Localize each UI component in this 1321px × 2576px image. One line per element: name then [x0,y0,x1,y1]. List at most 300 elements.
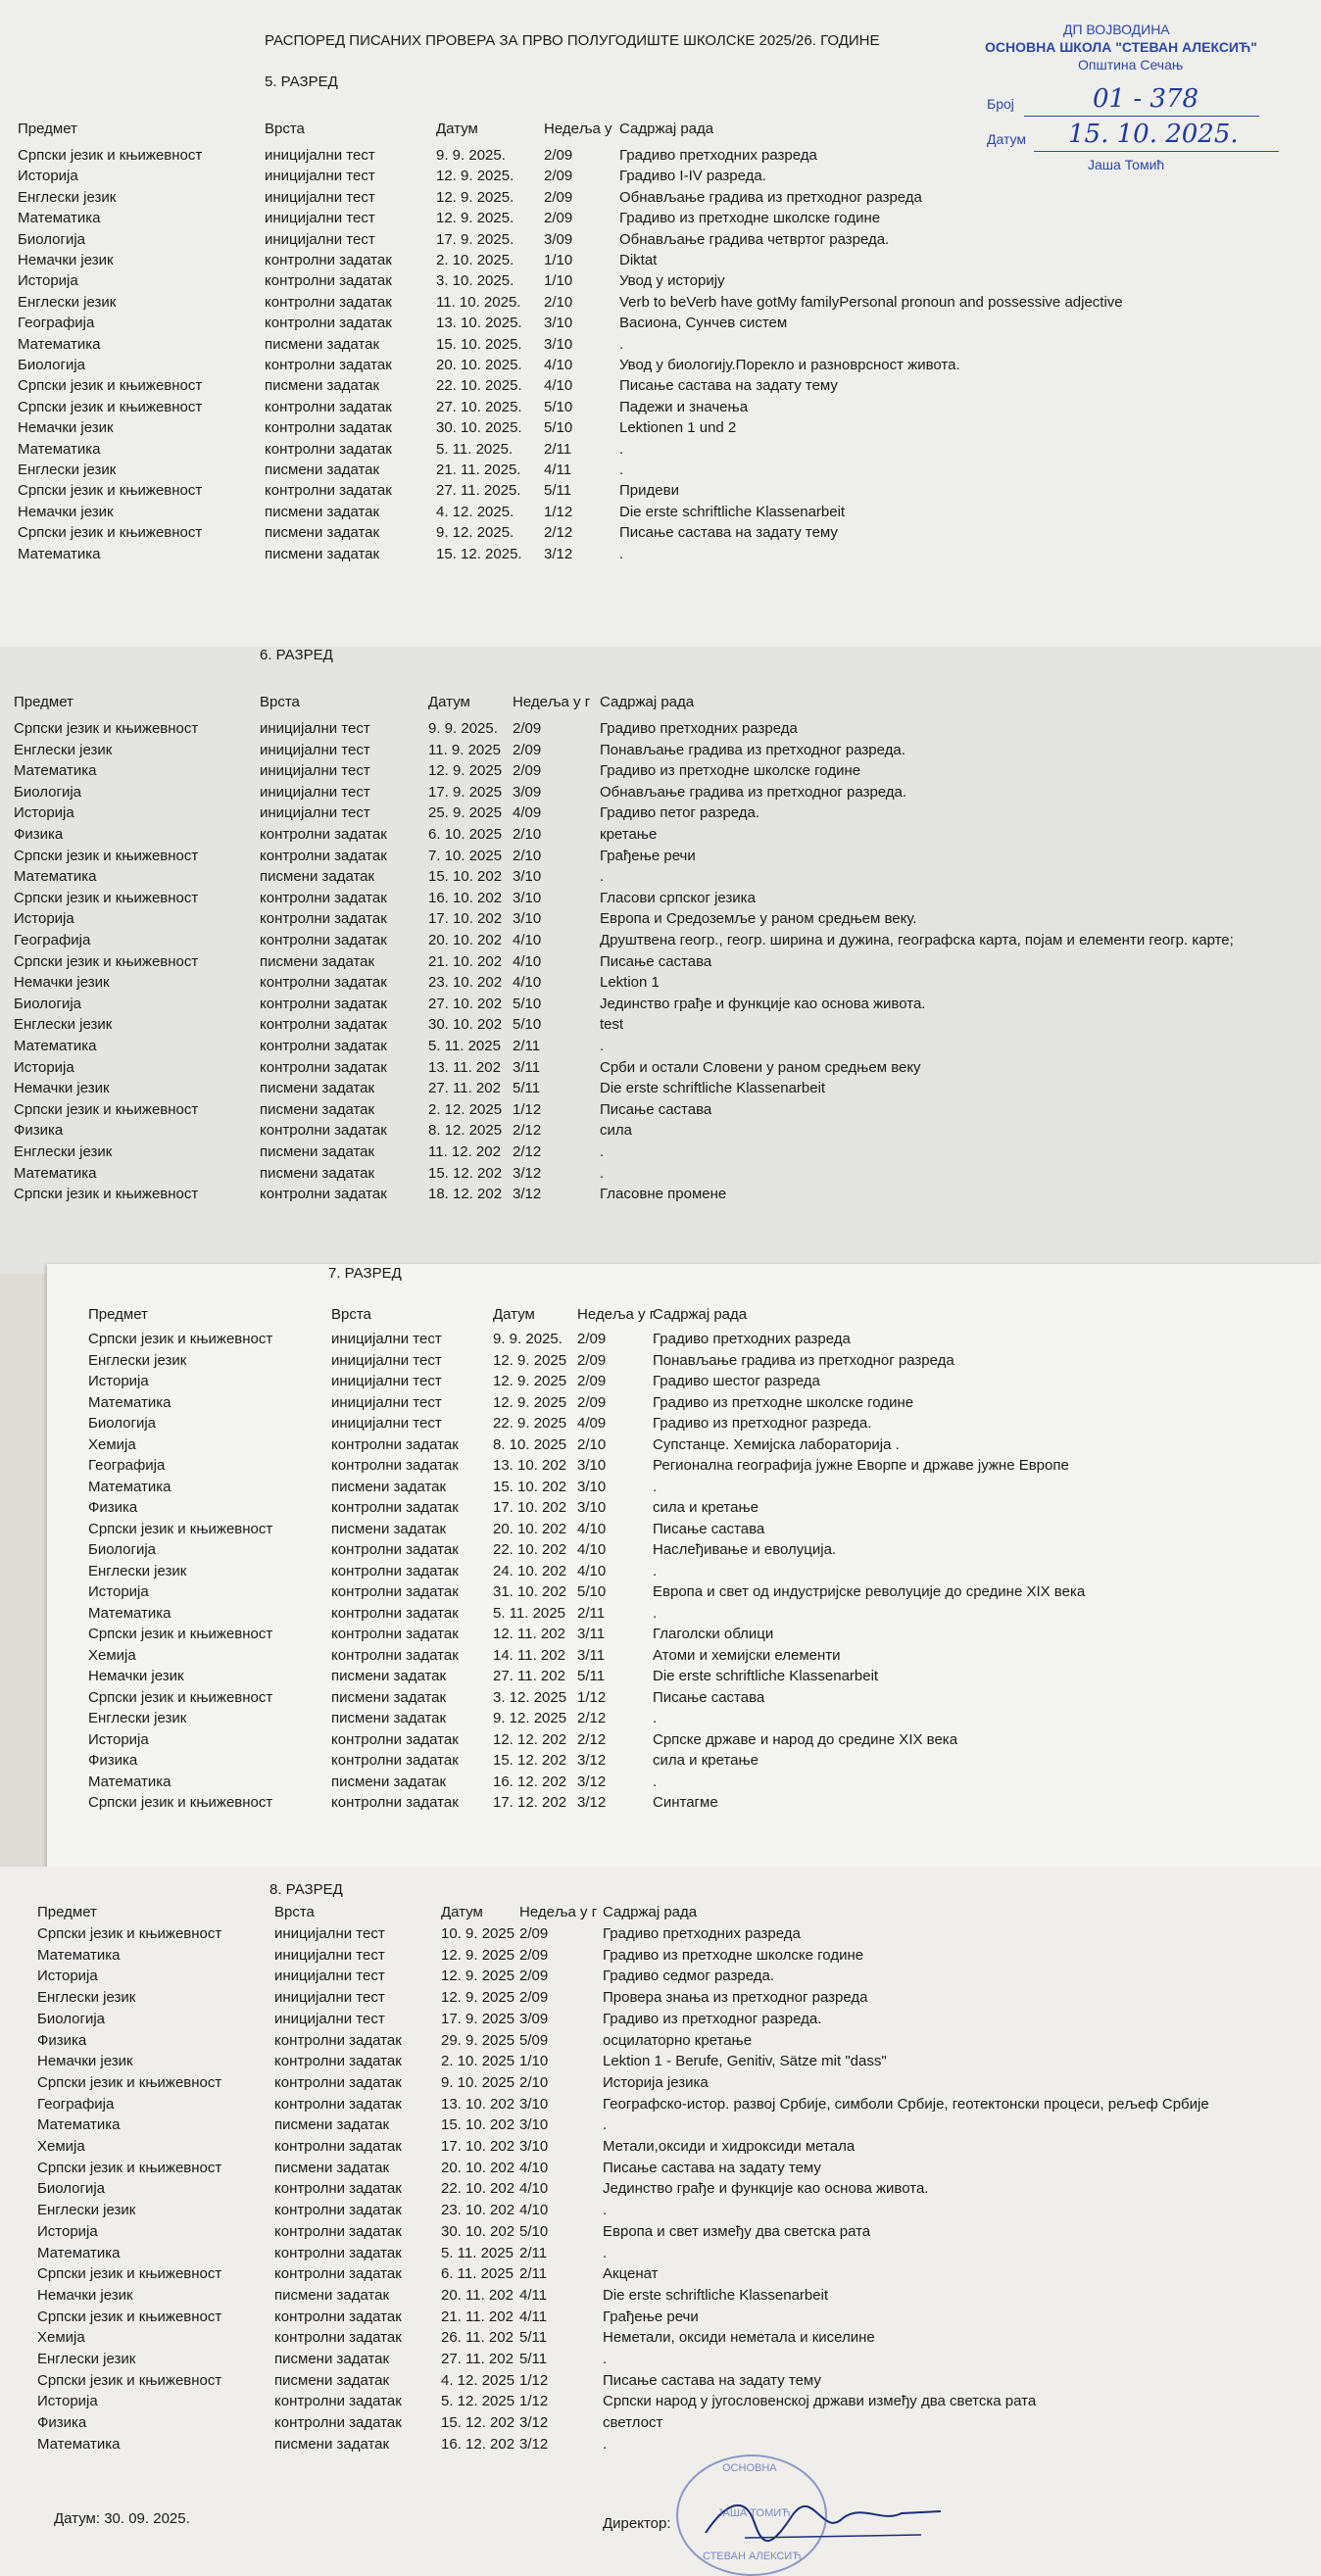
table-row [47,1647,1321,1667]
row-date: 14. 11. 202 [493,1646,565,1664]
row-content: Обнављање градива из претходног разреда [619,188,922,206]
table-row [0,1122,1321,1142]
row-week: 5/10 [519,2222,549,2240]
row-type: писмени задатак [331,1478,447,1495]
row-week: 4/10 [519,2202,549,2219]
row-date: 5. 11. 2025 [493,1604,565,1622]
table-row [47,1373,1321,1392]
row-subject: Математика [18,440,101,458]
row-subject: Историја [18,272,78,290]
row-content: Писање састава на задату тему [603,2159,821,2176]
row-type: контролни задатак [274,2202,402,2219]
row-subject: Енглески језик [37,2351,136,2367]
row-subject: Српски језик и књижевност [88,1626,273,1642]
table-row [47,1394,1321,1414]
row-date: 12. 9. 2025 [493,1373,567,1389]
row-date: 17. 10. 202 [493,1499,567,1516]
sheet-grade-6 [0,647,1321,1274]
row-type: иницијални тест [260,762,370,780]
row-week: 4/11 [519,2308,548,2325]
row-type: контролни задатак [260,1058,387,1076]
grade-7-heading: 7. РАЗРЕД [328,1265,402,1282]
row-type: контролни задатак [274,2265,402,2283]
row-subject: Географија [14,932,91,948]
row-subject: Биологија [18,357,86,373]
grade-6-heading: 6. РАЗРЕД [260,647,333,663]
row-content: Понављање градива из претходног разреда [653,1351,954,1369]
row-subject: Српски језик и књижевност [18,147,203,164]
school-round-stamp [676,2454,827,2576]
row-subject: Српски језик и књижевност [14,847,199,864]
row-subject: Немачки језик [37,2053,133,2070]
row-date: 12. 9. 2025. [436,210,514,227]
row-content: Синтагме [653,1794,718,1811]
row-date: 20. 10. 2025. [436,357,522,373]
sheet-grade-7 [47,1264,1321,1871]
table-row [0,1059,1321,1079]
row-week: 2/09 [513,720,542,737]
row-subject: Енглески језик [37,2202,136,2219]
row-type: иницијални тест [274,1925,385,1942]
row-subject: Математика [37,2435,121,2453]
stamp-datum-line [1034,151,1279,152]
row-date: 12. 9. 2025 [441,1989,515,2007]
row-type: иницијални тест [274,1968,385,1985]
header-date: Датум [428,694,470,710]
row-type: иницијални тест [331,1393,442,1411]
row-subject: Српски језик и књижевност [37,2073,222,2091]
row-content: . [619,335,624,353]
row-type: контролни задатак [265,293,392,311]
row-content: Придеви [619,482,679,500]
table-row [0,784,1321,803]
row-type: иницијални тест [274,1989,385,2007]
row-week: 5/11 [544,482,572,500]
table-row [0,399,1321,418]
table-row [0,2329,1321,2349]
row-content: Обнављање градива из претходног разреда. [600,783,907,801]
row-week: 2/11 [544,440,572,458]
row-week: 3/12 [577,1773,607,1790]
row-date: 26. 11. 202 [441,2329,514,2347]
round-stamp-bottom: СТЕВАН АЛЕКСИЋ [703,2551,802,2562]
table-row [0,2116,1321,2136]
row-subject: Географија [18,315,95,332]
row-type: контролни задатак [274,2031,402,2049]
row-subject: Хемија [88,1646,136,1664]
row-week: 5/11 [519,2329,548,2347]
footer-date: Датум: 30. 09. 2025. [54,2510,190,2527]
table-row [0,932,1321,951]
row-type: контролни задатак [265,357,392,373]
table-row [47,1689,1321,1709]
row-subject: Српски језик и књижевност [37,2159,222,2176]
row-type: контролни задатак [274,2073,402,2091]
row-subject: Немачки језик [37,2286,133,2304]
row-content: Гласовне промене [600,1186,727,1203]
row-week: 2/09 [577,1373,607,1389]
row-subject: Математика [14,868,97,886]
row-date: 22. 9. 2025 [493,1415,567,1432]
row-content: . [603,2351,608,2367]
row-content: . [600,1164,605,1182]
row-week: 2/12 [513,1143,542,1160]
row-date: 2. 10. 2025. [436,252,514,268]
row-date: 12. 9. 2025. [436,168,514,185]
table-row [47,1605,1321,1625]
row-content: Глаголски облици [653,1626,774,1642]
table-row [47,1626,1321,1645]
row-week: 3/10 [544,315,573,332]
row-week: 2/10 [513,826,542,843]
row-content: Писање састава на задату тему [619,377,838,395]
row-type: писмени задатак [274,2159,390,2176]
row-type: контролни задатак [265,315,392,332]
row-date: 5. 12. 2025 [441,2393,515,2410]
table-row [0,910,1321,930]
row-week: 2/12 [513,1122,542,1140]
row-date: 27. 10. 2025. [436,398,522,415]
row-subject: Математика [18,545,101,562]
row-type: писмени задатак [274,2286,390,2304]
table-row [0,848,1321,867]
row-subject: Енглески језик [37,1989,136,2007]
table-row [47,1774,1321,1793]
row-type: иницијални тест [260,720,370,737]
row-subject: Енглески језик [18,188,117,206]
row-subject: Српски језик и књижевност [37,1925,222,1942]
row-content: Васиона, Сунчев систем [619,315,788,332]
row-week: 4/11 [544,462,572,478]
row-subject: Биологија [88,1541,157,1558]
row-date: 11. 9. 2025 [428,741,501,758]
table-row [0,2265,1321,2285]
row-week: 2/12 [544,524,573,542]
row-type: писмени задатак [260,1143,375,1160]
row-type: иницијални тест [331,1415,442,1432]
row-subject: Биологија [14,995,82,1012]
row-type: иницијални тест [260,804,370,822]
row-week: 3/12 [577,1752,607,1769]
row-type: писмени задатак [331,1688,447,1706]
row-content: Историја језика [603,2073,709,2091]
row-week: 3/12 [513,1164,542,1182]
row-subject: Немачки језик [18,419,114,437]
row-type: иницијални тест [331,1351,442,1369]
table-row [0,2160,1321,2179]
row-type: контролни задатак [265,398,392,415]
row-content: Гласови српског језика [600,889,756,906]
row-week: 3/10 [577,1457,607,1474]
table-row [0,826,1321,846]
row-week: 1/12 [513,1100,542,1118]
table-row [0,2011,1321,2030]
row-date: 8. 12. 2025 [428,1122,503,1140]
row-content: . [603,2244,608,2261]
row-content: Градиво из претходне школске године [619,210,881,227]
row-date: 27. 11. 202 [493,1668,565,1684]
row-content: Друштвена геогр., геогр. ширина и дужина, географска карта, појам и елементи геогр. карте; [600,932,1234,948]
row-week: 2/09 [544,168,573,185]
row-week: 3/10 [513,910,542,928]
row-content: Градиво I-IV разреда. [619,168,766,185]
row-content: Метали,оксиди и хидроксиди метала [603,2138,856,2155]
registry-stamp [985,22,1308,172]
row-content: Die erste schriftliche Klassenarbeit [619,503,846,520]
row-type: иницијални тест [260,783,370,801]
row-type: контролни задатак [274,2393,402,2410]
row-type: писмени задатак [274,2351,390,2367]
row-date: 20. 11. 202 [441,2286,514,2304]
row-type: контролни задатак [331,1794,459,1811]
row-week: 2/09 [577,1393,607,1411]
row-type: контролни задатак [274,2222,402,2240]
table-row [0,462,1321,481]
row-content: Писање састава [653,1688,765,1706]
row-date: 16. 12. 202 [441,2435,515,2453]
row-type: контролни задатак [331,1499,459,1516]
row-week: 3/10 [513,868,542,886]
header-week: Недеља у г [519,1904,598,1920]
table-row [0,2287,1321,2307]
row-type: иницијални тест [265,147,375,164]
row-date: 23. 10. 202 [441,2202,515,2219]
row-content: Lektion 1 - Berufe, Genitiv, Sätze mit "dass" [603,2053,887,2070]
row-subject: Географија [88,1457,166,1474]
row-type: контролни задатак [331,1583,459,1600]
table-row [0,762,1321,782]
row-subject: Историја [88,1730,149,1748]
row-subject: Математика [18,335,101,353]
row-type: иницијални тест [265,230,375,248]
row-week: 1/12 [544,503,573,520]
row-type: писмени задатак [331,1520,447,1537]
row-type: контролни задатак [260,847,387,864]
table-row [0,1186,1321,1205]
row-week: 4/10 [519,2180,549,2198]
row-date: 17. 10. 202 [441,2138,515,2155]
row-content: . [603,2435,608,2453]
row-subject: Енглески језик [88,1710,187,1726]
row-content: сила и кретање [653,1752,759,1769]
row-subject: Српски језик и књижевност [88,1520,273,1537]
row-week: 3/10 [577,1499,607,1516]
row-subject: Српски језик и књижевност [18,524,203,542]
row-date: 16. 12. 202 [493,1773,567,1790]
row-content: . [653,1562,658,1580]
row-content: . [653,1773,658,1790]
row-week: 3/11 [577,1646,606,1664]
row-type: писмени задатак [265,503,380,520]
stamp-broj-line [1024,116,1259,117]
header-content: Садржај рада [619,121,714,137]
row-subject: Немачки језик [14,974,110,992]
row-week: 3/10 [577,1478,607,1495]
table-row [47,1731,1321,1751]
row-week: 2/09 [519,1989,549,2007]
row-date: 9. 9. 2025. [493,1331,563,1347]
row-content: Писање састава [653,1520,765,1537]
row-type: контролни задатак [260,995,387,1012]
row-week: 3/10 [519,2116,549,2134]
row-week: 2/11 [519,2265,548,2283]
row-type: писмени задатак [260,1100,375,1118]
row-week: 4/10 [519,2159,549,2176]
row-subject: Историја [88,1583,149,1600]
table-row [0,546,1321,565]
table-row [0,2309,1321,2328]
stamp-broj-value: 01 - 378 [1093,84,1199,114]
row-subject: Математика [14,762,97,780]
row-type: иницијални тест [260,741,370,758]
row-subject: Физика [88,1752,138,1769]
footer-director: Директор: [603,2515,671,2532]
row-content: Јединство грађе и функције као основа живота. [600,995,926,1012]
row-subject: Биологија [37,2180,106,2198]
row-date: 17. 12. 202 [493,1794,567,1811]
row-type: контролни задатак [331,1730,459,1748]
stamp-line-2: ОСНОВНА ШКОЛА "СТЕВАН АЛЕКСИЋ" [985,39,1257,55]
row-type: писмени задатак [331,1773,447,1790]
row-type: писмени задатак [265,377,380,395]
row-type: контролни задатак [260,974,387,992]
grade-5-heading: 5. РАЗРЕД [265,73,338,90]
table-row [0,210,1321,229]
row-content: Градиво петог разреда. [600,804,760,822]
sheet-grade-5 [0,0,1321,647]
row-date: 31. 10. 202 [493,1583,567,1600]
row-date: 11. 12. 202 [428,1143,501,1160]
row-type: иницијални тест [331,1373,442,1389]
row-content: Градиво седмог разреда. [603,1968,774,1985]
row-content: . [653,1478,658,1495]
row-type: иницијални тест [331,1331,442,1347]
table-row [0,2414,1321,2434]
row-date: 9. 9. 2025. [428,720,498,737]
row-subject: Хемија [37,2138,85,2155]
row-week: 3/09 [519,2010,549,2027]
row-date: 30. 10. 2025. [436,419,522,437]
header-date: Датум [436,121,478,137]
row-subject: Енглески језик [14,1016,113,1034]
table-row [0,720,1321,740]
stamp-city: Јаша Томић [1088,157,1165,172]
row-date: 12. 12. 202 [493,1730,567,1748]
header-week: Недеља у г [513,694,591,710]
header-subject: Предмет [18,121,77,137]
row-subject: Српски језик и књижевност [18,377,203,395]
table-row [0,1080,1321,1099]
row-date: 12. 11. 202 [493,1626,565,1642]
row-date: 13. 10. 2025. [436,315,522,332]
row-subject: Биологија [14,783,82,801]
row-date: 15. 10. 202 [493,1478,567,1495]
row-content: Градиво из претходног разреда. [653,1415,872,1432]
row-subject: Историја [14,804,74,822]
row-content: сила [600,1122,632,1140]
row-date: 21. 10. 202 [428,952,503,970]
row-content: Срби и остали Словени у раном средњем веку [600,1058,921,1076]
row-week: 2/09 [577,1351,607,1369]
row-date: 17. 9. 2025 [441,2010,515,2027]
row-subject: Српски језик и књижевност [14,952,199,970]
row-date: 15. 12. 2025. [436,545,522,562]
row-content: Понављање градива из претходног разреда. [600,741,905,758]
table-row [0,742,1321,761]
table-row [0,996,1321,1015]
row-type: контролни задатак [331,1457,459,1474]
row-content: . [603,2202,608,2219]
row-week: 3/12 [577,1794,607,1811]
row-date: 20. 10. 202 [441,2159,515,2176]
row-type: контролни задатак [265,419,392,437]
row-type: контролни задатак [260,1186,387,1203]
row-date: 5. 11. 2025. [436,440,514,458]
row-content: Обнављање градива четвртог разреда. [619,230,890,248]
row-type: контролни задатак [331,1562,459,1580]
row-week: 4/09 [513,804,542,822]
row-type: контролни задатак [274,2308,402,2325]
table-row [0,1016,1321,1036]
row-week: 4/10 [544,357,573,373]
table-row [0,441,1321,461]
row-subject: Енглески језик [14,741,113,758]
table-row [0,890,1321,909]
row-subject: Немачки језик [18,252,114,268]
row-content: Неметали, оксиди неметала и киселине [603,2329,875,2347]
table-row [0,524,1321,544]
row-subject: Биологија [88,1415,157,1432]
row-date: 15. 12. 202 [428,1164,503,1182]
row-content: . [600,1038,605,1054]
table-row [0,1968,1321,1987]
row-content: Европа и свет од индустријске револуције до средине XIX века [653,1583,1086,1600]
row-subject: Српски језик и књижевност [14,1186,199,1203]
row-subject: Српски језик и књижевност [88,1688,273,1706]
table-row [0,294,1321,314]
row-subject: Физика [37,2414,87,2432]
row-subject: Математика [14,1164,97,1182]
row-week: 4/10 [513,932,542,948]
stamp-line-3: Општина Сечањ [1078,57,1184,73]
table-row [0,504,1321,523]
stamp-datum-value: 15. 10. 2025. [1068,120,1239,149]
row-date: 20. 10. 202 [428,932,503,948]
row-date: 15. 10. 2025. [436,335,522,353]
row-subject: Физика [88,1499,138,1516]
row-date: 12. 9. 2025 [428,762,503,780]
row-content: Градиво претходних разреда [603,1925,801,1942]
row-subject: Енглески језик [18,462,117,478]
row-date: 3. 10. 2025. [436,272,514,290]
table-header [0,1904,1321,1923]
row-week: 3/10 [519,2138,549,2155]
row-week: 4/10 [513,974,542,992]
table-row [0,189,1321,209]
row-type: контролни задатак [274,2053,402,2070]
row-week: 4/10 [577,1520,607,1537]
row-subject: Историја [14,1058,74,1076]
row-date: 22. 10. 202 [493,1541,567,1558]
table-row [47,1563,1321,1582]
row-type: писмени задатак [260,1164,375,1182]
row-subject: Хемија [88,1435,136,1453]
row-subject: Енглески језик [14,1143,113,1160]
row-type: писмени задатак [260,1080,375,1097]
row-type: контролни задатак [265,482,392,500]
row-date: 15. 12. 202 [441,2414,515,2432]
row-type: контролни задатак [274,2244,402,2261]
